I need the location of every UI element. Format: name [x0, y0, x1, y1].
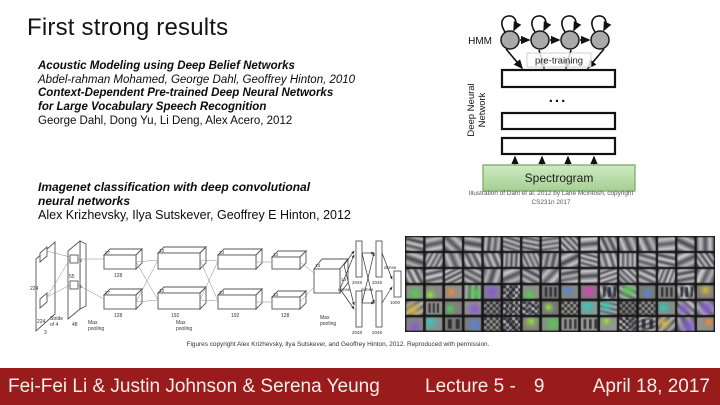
alexnet-label: dense [361, 287, 374, 292]
alexnet-label: 192 [231, 313, 240, 319]
alexnet-label: 224 [37, 319, 46, 325]
dnn-ellipsis: ... [548, 89, 568, 106]
alexnet-filters-image [405, 236, 715, 332]
paper-title: Context-Dependent Pre-trained Deep Neural Networks [38, 87, 334, 100]
alexnet-label: 55 [69, 274, 75, 280]
speech-papers-block [38, 60, 355, 129]
alexnet-label: 2048 [372, 330, 383, 335]
paper-title: neural networks [38, 194, 131, 208]
alexnet-label: of 4 [50, 322, 59, 328]
paper-title: Imagenet classification with deep convolutional [38, 180, 311, 194]
alexnet-label: 13 [159, 288, 165, 293]
alexnet-label: 224 [30, 286, 39, 292]
dnn-layer [502, 70, 615, 87]
paper-title: Acoustic Modeling using Deep Belief Networks [38, 60, 295, 72]
dnn-figure-caption: Illustration of Dahl et al. 2012 by Lane McIntosh, copyright CS231n 2017 [468, 190, 634, 206]
hmm-state-node [501, 31, 519, 49]
alexnet-label: 13 [273, 252, 279, 257]
alexnet-label: 192 [171, 313, 180, 319]
alexnet-label: 13 [159, 248, 165, 253]
alexnet-label: Stride [50, 316, 64, 322]
alexnet-label: Max [176, 320, 186, 326]
paper-authors: George Dahl, Dong Yu, Li Deng, Alex Acero, 2012 [38, 114, 293, 127]
alexnet-label: 3 [44, 330, 47, 336]
hmm-state-node [561, 31, 579, 49]
dnn-layer [502, 138, 615, 154]
alexnet-label: dense [384, 265, 397, 270]
footer-date: April 18, 2017 [592, 376, 710, 397]
alexnet-label: 1000 [390, 300, 401, 305]
alexnet-label: 128 [281, 313, 290, 319]
hmm-state-node [591, 31, 609, 49]
alexnet-label: 13 [219, 290, 225, 295]
alexnet-label: dense [338, 287, 351, 292]
alexnet-label: Max [88, 320, 98, 326]
alexnet-architecture-figure [30, 229, 402, 341]
dnn-layer [502, 113, 615, 129]
alexnet-label: 128 [114, 273, 123, 279]
alexnet-label: 48 [72, 322, 78, 328]
dnn-vertical-label: Deep Neural [466, 83, 477, 137]
paper-authors: Alex Krizhevsky, Ilya Sutskever, Geoffrey E Hinton, 2012 [38, 208, 351, 222]
dnn-vertical-label: Network [477, 92, 488, 128]
pretraining-label: pre-training [534, 55, 584, 67]
alexnet-label: 13 [341, 277, 347, 282]
alexnet-label: 13 [273, 292, 279, 297]
alexnet-label: 27 [105, 250, 111, 255]
alexnet-label: Max [320, 315, 330, 321]
hmm-state-node [531, 31, 549, 49]
spectrogram-label: Spectrogram [524, 171, 594, 185]
alexnet-label: 5 [79, 284, 83, 289]
paper-authors: Abdel-rahman Mohamed, George Dahl, Geoffrey Hinton, 2010 [38, 73, 356, 86]
alexnet-label: 128 [114, 313, 123, 319]
alexnet-label: 13 [219, 250, 225, 255]
alexnet-label: 27 [105, 290, 111, 295]
dnn-speech-diagram [440, 8, 652, 194]
alexnet-label: 13 [315, 263, 321, 268]
slide-number: 9 [533, 376, 545, 397]
alexnet-label: 2048 [372, 280, 383, 285]
alexnet-label: pooling [88, 326, 105, 332]
alexnet-label: 5 [79, 258, 83, 263]
hmm-label: HMM [468, 36, 492, 47]
paper-title: for Large Vocabulary Speech Recognition [38, 101, 267, 114]
footer-authors: Fei-Fei Li & Justin Johnson & Serena Yeung [8, 376, 380, 397]
alexnet-label: pooling [176, 326, 193, 332]
alexnet-label: 2048 [352, 280, 363, 285]
alexnet-label: 2048 [352, 330, 363, 335]
figures-copyright-caption: Figures copyright Alex Krizhevsky, Ilya Sutskever, and Geoffrey Hinton, 2012. Reproduced with permission. [186, 341, 490, 348]
imagenet-paper-block [38, 180, 351, 222]
lecture-label: Lecture 5 - [425, 376, 516, 397]
alexnet-label: pooling [320, 321, 337, 327]
footer-lecture [425, 368, 544, 405]
footer-bar [0, 368, 720, 405]
slide-title: First strong results [27, 14, 229, 41]
